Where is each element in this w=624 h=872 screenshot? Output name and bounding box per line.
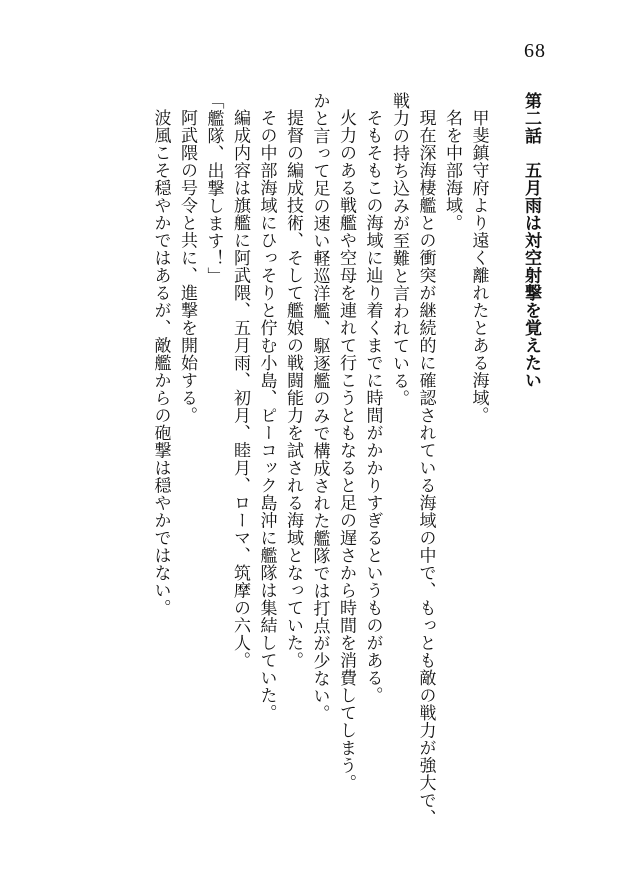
body-text xyxy=(147,92,544,832)
paragraph: 甲斐鎮守府より遠く離れたとある海域。 xyxy=(468,109,489,424)
paragraph: 編成内容は旗艦に阿武隈、五月雨、初月、睦月、ローマ、筑摩の六人。 xyxy=(230,109,250,669)
chapter-title: 五月雨は対空射撃を覚えたい xyxy=(521,161,541,389)
chapter-heading xyxy=(518,92,545,832)
paragraph: 名を中部海域。 xyxy=(442,109,462,232)
page-number: 68 xyxy=(524,40,546,62)
paragraph: 阿武隈の号令と共に、進撃を開始する。 xyxy=(177,109,197,424)
paragraph: その中部海域にひっそりと佇む小島、ピーコック島沖に艦隊は集結していた。 xyxy=(256,109,277,722)
paragraph: 現在深海棲艦との衝突が継続的に確認されている海域の中で、もっとも敵の戦力が強大で、戦力の持ち込みが至難と言われている。 xyxy=(389,92,436,827)
dialogue-line: 「艦隊、出撃します！」 xyxy=(203,92,224,285)
paragraph: 火力のある戦艦や空母を連れて行こうともなると足の遅さから時間を消費してしまう。 xyxy=(336,109,356,792)
paragraph: そもそもこの海域に辿り着くまでに時間がかかりすぎるというものがある。 xyxy=(362,109,383,704)
paragraph: 提督の編成技術、そして艦娘の戦闘能力を試される海域となっていた。 xyxy=(283,109,303,669)
paragraph: 波風こそ穏やかではあるが、敵艦からの砲撃は穏やかではない。 xyxy=(150,109,171,617)
chapter-label: 第二話 xyxy=(521,92,541,145)
paragraph: かと言って足の速い軽巡洋艦、駆逐艦のみで構成された艦隊では打点が少ない。 xyxy=(309,92,330,722)
